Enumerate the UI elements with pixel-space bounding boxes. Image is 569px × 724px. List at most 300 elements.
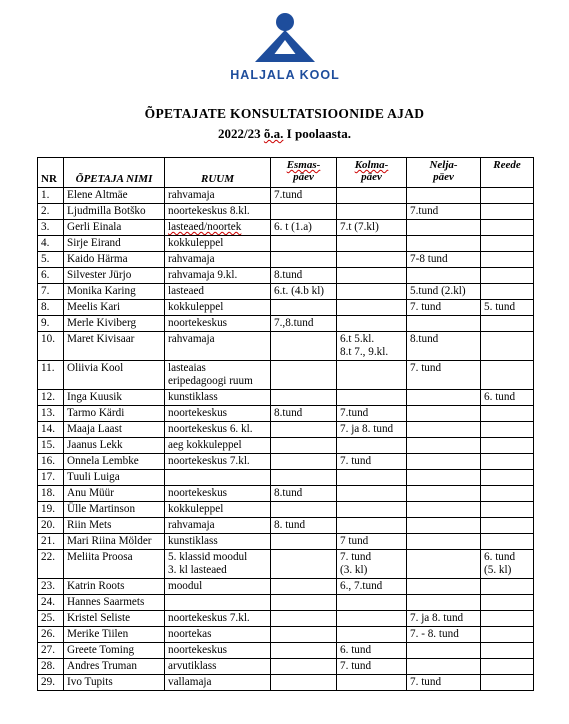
cell-thu	[407, 534, 481, 550]
table-row	[38, 502, 534, 518]
cell-room	[165, 406, 271, 422]
table-row	[38, 316, 534, 332]
cell-wed	[337, 643, 407, 659]
cell-room-line: kokkuleppel	[168, 237, 224, 249]
cell-nr: 11.	[38, 361, 64, 390]
cell-mon	[271, 470, 337, 486]
cell-teacher-name: Ülle Martinson	[64, 502, 165, 518]
cell-nr: 14.	[38, 422, 64, 438]
col-header-nr: NR	[38, 158, 64, 188]
cell-room-line: rahvamaja	[168, 333, 215, 345]
cell-room	[165, 643, 271, 659]
cell-room	[165, 252, 271, 268]
cell-fri-line: 6. tund	[484, 391, 516, 403]
thursday-label-1: Nelja-	[429, 159, 458, 171]
cell-wed-line: 6.t 5.kl.	[340, 333, 375, 345]
cell-nr: 5.	[38, 252, 64, 268]
cell-teacher-name: Tarmo Kärdi	[64, 406, 165, 422]
cell-room	[165, 675, 271, 691]
table-row	[38, 438, 534, 454]
cell-mon	[271, 268, 337, 284]
cell-fri	[481, 316, 534, 332]
cell-nr: 27.	[38, 643, 64, 659]
subtitle-term: I poolaasta.	[286, 126, 351, 141]
cell-room-line: aeg kokkuleppel	[168, 439, 242, 451]
table-row	[38, 220, 534, 236]
cell-teacher-name: Inga Kuusik	[64, 390, 165, 406]
cell-mon	[271, 220, 337, 236]
cell-teacher-name: Greete Toming	[64, 643, 165, 659]
table-row	[38, 332, 534, 361]
col-header-wednesday	[337, 158, 407, 188]
cell-wed	[337, 188, 407, 204]
table-row	[38, 611, 534, 627]
cell-room	[165, 390, 271, 406]
cell-fri	[481, 332, 534, 361]
table-row	[38, 406, 534, 422]
cell-fri	[481, 236, 534, 252]
cell-thu-line: 7. tund	[410, 301, 442, 313]
cell-fri	[481, 627, 534, 643]
cell-mon	[271, 188, 337, 204]
cell-wed-line: 7. tund	[340, 455, 372, 467]
cell-room-line: lasteaias	[168, 362, 206, 374]
cell-nr: 16.	[38, 454, 64, 470]
cell-fri	[481, 422, 534, 438]
cell-mon	[271, 332, 337, 361]
cell-room-line: eripedagoogi ruum	[168, 374, 253, 387]
cell-wed	[337, 627, 407, 643]
cell-thu	[407, 188, 481, 204]
cell-room	[165, 534, 271, 550]
cell-fri	[481, 518, 534, 534]
cell-room	[165, 438, 271, 454]
cell-room	[165, 611, 271, 627]
table-row	[38, 284, 534, 300]
col-header-room: RUUM	[165, 158, 271, 188]
table-row	[38, 422, 534, 438]
cell-mon	[271, 406, 337, 422]
cell-thu-line: 8.tund	[410, 333, 439, 345]
table-row	[38, 595, 534, 611]
cell-room	[165, 659, 271, 675]
cell-mon	[271, 390, 337, 406]
cell-mon	[271, 284, 337, 300]
cell-thu	[407, 316, 481, 332]
cell-thu-line: 7. - 8. tund	[410, 628, 459, 640]
cell-teacher-name: Gerli Einala	[64, 220, 165, 236]
cell-teacher-name: Meliita Proosa	[64, 550, 165, 579]
cell-teacher-name: Silvester Jürjo	[64, 268, 165, 284]
cell-wed	[337, 268, 407, 284]
table-row	[38, 486, 534, 502]
table-row	[38, 579, 534, 595]
cell-room	[165, 454, 271, 470]
cell-room-line: noortekeskus	[168, 317, 228, 329]
cell-wed	[337, 332, 407, 361]
cell-room	[165, 268, 271, 284]
cell-nr: 1.	[38, 188, 64, 204]
cell-fri	[481, 550, 534, 579]
cell-room-line: rahvamaja	[168, 519, 215, 531]
cell-room-line: noortekeskus 7.kl.	[168, 455, 250, 467]
cell-thu	[407, 502, 481, 518]
cell-teacher-name: Merike Tiilen	[64, 627, 165, 643]
cell-wed-line: 7 tund	[340, 535, 369, 547]
cell-mon	[271, 316, 337, 332]
school-logo	[230, 10, 340, 90]
cell-room-line: arvutiklass	[168, 660, 217, 672]
cell-mon	[271, 550, 337, 579]
cell-nr: 13.	[38, 406, 64, 422]
cell-room	[165, 361, 271, 390]
cell-mon	[271, 300, 337, 316]
cell-fri	[481, 361, 534, 390]
cell-teacher-name: Ljudmilla Botško	[64, 204, 165, 220]
cell-thu	[407, 611, 481, 627]
cell-wed	[337, 454, 407, 470]
cell-room	[165, 300, 271, 316]
cell-room	[165, 332, 271, 361]
cell-mon	[271, 204, 337, 220]
cell-fri-line: (5. kl)	[484, 563, 512, 576]
cell-fri	[481, 268, 534, 284]
cell-thu	[407, 518, 481, 534]
cell-wed-line: 6. tund	[340, 644, 372, 656]
cell-fri	[481, 300, 534, 316]
cell-wed-line: 7. ja 8. tund	[340, 423, 394, 435]
cell-thu	[407, 454, 481, 470]
cell-teacher-name: Katrin Roots	[64, 579, 165, 595]
consultation-table	[37, 157, 534, 691]
cell-wed	[337, 406, 407, 422]
cell-mon	[271, 534, 337, 550]
cell-wed	[337, 361, 407, 390]
cell-thu	[407, 470, 481, 486]
cell-fri	[481, 579, 534, 595]
cell-teacher-name: Monika Karing	[64, 284, 165, 300]
cell-wed	[337, 390, 407, 406]
cell-mon-line: 6.t. (4.b kl)	[274, 285, 325, 297]
cell-thu	[407, 659, 481, 675]
cell-mon-line: 7.,8.tund	[274, 317, 314, 329]
cell-room	[165, 470, 271, 486]
cell-nr: 28.	[38, 659, 64, 675]
cell-room-line: 5. klassid moodul	[168, 551, 248, 563]
cell-wed	[337, 204, 407, 220]
cell-room-line: kunstiklass	[168, 535, 218, 547]
cell-nr: 8.	[38, 300, 64, 316]
cell-fri	[481, 643, 534, 659]
cell-room	[165, 595, 271, 611]
cell-mon	[271, 252, 337, 268]
cell-nr: 6.	[38, 268, 64, 284]
cell-thu	[407, 406, 481, 422]
col-header-friday	[481, 158, 534, 188]
cell-teacher-name: Elene Altmäe	[64, 188, 165, 204]
wednesday-label-1: Kolma-	[354, 159, 389, 171]
cell-thu-line: 7-8 tund	[410, 253, 448, 265]
cell-wed	[337, 252, 407, 268]
cell-mon-line: 8.tund	[274, 269, 303, 281]
cell-thu	[407, 675, 481, 691]
cell-room	[165, 518, 271, 534]
cell-fri	[481, 406, 534, 422]
wednesday-label-2: päev	[361, 171, 382, 183]
cell-mon	[271, 422, 337, 438]
cell-fri	[481, 486, 534, 502]
cell-mon	[271, 361, 337, 390]
cell-thu	[407, 300, 481, 316]
table-row	[38, 518, 534, 534]
cell-mon-line: 8. tund	[274, 519, 306, 531]
cell-nr: 22.	[38, 550, 64, 579]
cell-nr: 25.	[38, 611, 64, 627]
col-header-teacher: ÕPETAJA NIMI	[64, 158, 165, 188]
cell-room-line: noortekeskus 7.kl.	[168, 612, 250, 624]
table-row	[38, 659, 534, 675]
cell-wed	[337, 220, 407, 236]
cell-thu-line: 7. ja 8. tund	[410, 612, 464, 624]
cell-wed	[337, 611, 407, 627]
table-row	[38, 188, 534, 204]
cell-room-line: moodul	[168, 580, 203, 592]
col-header-thursday	[407, 158, 481, 188]
cell-wed	[337, 470, 407, 486]
cell-mon	[271, 518, 337, 534]
cell-room-line: noortekeskus	[168, 644, 228, 656]
cell-mon-line: 6. t (1.a)	[274, 221, 312, 233]
monday-label-2: päev	[293, 171, 314, 183]
cell-wed	[337, 534, 407, 550]
cell-room	[165, 502, 271, 518]
cell-thu	[407, 627, 481, 643]
cell-teacher-name: Kaido Härma	[64, 252, 165, 268]
cell-thu-line: 7. tund	[410, 676, 442, 688]
cell-room-line: kokkuleppel	[168, 503, 224, 515]
cell-room-line: lasteaed	[168, 285, 205, 297]
table-row	[38, 675, 534, 691]
cell-fri	[481, 252, 534, 268]
cell-fri	[481, 659, 534, 675]
cell-thu	[407, 220, 481, 236]
cell-teacher-name: Mari Riina Mölder	[64, 534, 165, 550]
cell-nr: 3.	[38, 220, 64, 236]
cell-fri	[481, 470, 534, 486]
school-logo-icon	[253, 10, 317, 66]
cell-room-line: noortekeskus	[168, 407, 228, 419]
cell-teacher-name: Maret Kivisaar	[64, 332, 165, 361]
cell-teacher-name: Onnela Lembke	[64, 454, 165, 470]
cell-mon	[271, 502, 337, 518]
cell-room	[165, 316, 271, 332]
cell-mon	[271, 236, 337, 252]
cell-wed	[337, 284, 407, 300]
cell-thu	[407, 422, 481, 438]
cell-thu-line: 7.tund	[410, 205, 439, 217]
cell-wed	[337, 579, 407, 595]
cell-teacher-name: Sirje Eirand	[64, 236, 165, 252]
cell-thu	[407, 284, 481, 300]
cell-teacher-name: Jaanus Lekk	[64, 438, 165, 454]
cell-room-line: rahvamaja 9.kl.	[168, 269, 238, 281]
cell-wed-line: 7. tund	[340, 551, 372, 563]
cell-mon	[271, 659, 337, 675]
cell-nr: 29.	[38, 675, 64, 691]
cell-room	[165, 284, 271, 300]
cell-fri	[481, 390, 534, 406]
cell-room-line: noortekeskus	[168, 487, 228, 499]
cell-fri	[481, 220, 534, 236]
cell-room	[165, 550, 271, 579]
cell-thu	[407, 252, 481, 268]
cell-nr: 19.	[38, 502, 64, 518]
cell-room-line: vallamaja	[168, 676, 212, 688]
cell-room-line: 3. kl lasteaed	[168, 563, 227, 576]
cell-teacher-name: Tuuli Luiga	[64, 470, 165, 486]
cell-fri	[481, 438, 534, 454]
cell-nr: 9.	[38, 316, 64, 332]
cell-teacher-name: Riin Mets	[64, 518, 165, 534]
cell-mon	[271, 486, 337, 502]
cell-wed	[337, 438, 407, 454]
cell-teacher-name: Kristel Seliste	[64, 611, 165, 627]
cell-nr: 15.	[38, 438, 64, 454]
table-row	[38, 236, 534, 252]
cell-room-line: kunstiklass	[168, 391, 218, 403]
cell-teacher-name: Hannes Saarmets	[64, 595, 165, 611]
cell-room	[165, 627, 271, 643]
cell-room	[165, 486, 271, 502]
cell-wed	[337, 316, 407, 332]
table-row	[38, 361, 534, 390]
cell-thu	[407, 486, 481, 502]
cell-fri-line: 5. tund	[484, 301, 516, 313]
cell-room-line: noortekeskus 8.kl.	[168, 205, 250, 217]
cell-fri	[481, 502, 534, 518]
cell-nr: 21.	[38, 534, 64, 550]
cell-room	[165, 188, 271, 204]
cell-thu	[407, 390, 481, 406]
table-row	[38, 390, 534, 406]
cell-mon	[271, 438, 337, 454]
cell-mon-line: 8.tund	[274, 487, 303, 499]
cell-fri	[481, 534, 534, 550]
table-row	[38, 550, 534, 579]
cell-nr: 18.	[38, 486, 64, 502]
cell-fri	[481, 595, 534, 611]
cell-thu	[407, 579, 481, 595]
cell-mon	[271, 595, 337, 611]
cell-teacher-name: Merle Kiviberg	[64, 316, 165, 332]
cell-fri	[481, 611, 534, 627]
cell-nr: 23.	[38, 579, 64, 595]
cell-fri	[481, 454, 534, 470]
cell-mon	[271, 675, 337, 691]
cell-room-line: noortekeskus 6. kl.	[168, 423, 253, 435]
cell-mon	[271, 611, 337, 627]
school-name: HALJALA KOOL	[230, 68, 340, 82]
cell-fri	[481, 188, 534, 204]
monday-label-1: Esmas-	[286, 159, 321, 171]
cell-wed	[337, 236, 407, 252]
cell-wed	[337, 422, 407, 438]
cell-wed	[337, 659, 407, 675]
cell-fri	[481, 675, 534, 691]
cell-nr: 20.	[38, 518, 64, 534]
cell-wed-line: 8.t 7., 9.kl.	[340, 345, 389, 358]
table-header-row	[38, 158, 534, 188]
table-row	[38, 643, 534, 659]
cell-room-line: rahvamaja	[168, 189, 215, 201]
table-row	[38, 204, 534, 220]
cell-thu-line: 5.tund (2.kl)	[410, 285, 466, 297]
subtitle-oa: õ.a.	[263, 126, 284, 141]
cell-wed-line: 6., 7.tund	[340, 580, 383, 592]
thursday-label-2: päev	[433, 171, 454, 183]
cell-thu	[407, 204, 481, 220]
cell-fri	[481, 284, 534, 300]
table-row	[38, 252, 534, 268]
cell-thu	[407, 595, 481, 611]
cell-thu	[407, 236, 481, 252]
cell-nr: 4.	[38, 236, 64, 252]
cell-thu	[407, 550, 481, 579]
cell-room-line: noortekas	[168, 628, 212, 640]
cell-thu	[407, 438, 481, 454]
friday-label: Reede	[493, 159, 521, 171]
cell-mon	[271, 454, 337, 470]
cell-thu	[407, 332, 481, 361]
cell-room-line: rahvamaja	[168, 253, 215, 265]
cell-teacher-name: Ivo Tupits	[64, 675, 165, 691]
table-row	[38, 627, 534, 643]
table-row	[38, 268, 534, 284]
cell-thu	[407, 361, 481, 390]
cell-mon-line: 8.tund	[274, 407, 303, 419]
cell-nr: 24.	[38, 595, 64, 611]
cell-mon	[271, 627, 337, 643]
cell-nr: 2.	[38, 204, 64, 220]
subtitle-year: 2022/23	[218, 126, 261, 141]
cell-room	[165, 204, 271, 220]
cell-room-line: kokkuleppel	[168, 301, 224, 313]
cell-nr: 10.	[38, 332, 64, 361]
cell-wed	[337, 550, 407, 579]
cell-thu-line: 7. tund	[410, 362, 442, 374]
col-header-monday	[271, 158, 337, 188]
cell-wed-line: 7.tund	[340, 407, 369, 419]
cell-wed-line: 7. tund	[340, 660, 372, 672]
cell-thu	[407, 643, 481, 659]
table-row	[38, 534, 534, 550]
cell-wed	[337, 502, 407, 518]
cell-teacher-name: Maaja Laast	[64, 422, 165, 438]
cell-nr: 26.	[38, 627, 64, 643]
cell-wed	[337, 518, 407, 534]
table-row	[38, 470, 534, 486]
cell-wed	[337, 300, 407, 316]
cell-teacher-name: Andres Truman	[64, 659, 165, 675]
cell-nr: 12.	[38, 390, 64, 406]
table-row	[38, 454, 534, 470]
cell-teacher-name: Oliivia Kool	[64, 361, 165, 390]
table-row	[38, 300, 534, 316]
cell-fri-line: 6. tund	[484, 551, 516, 563]
cell-nr: 17.	[38, 470, 64, 486]
cell-wed-line: (3. kl)	[340, 563, 368, 576]
cell-room-line: lasteaed/noortek	[168, 221, 242, 233]
